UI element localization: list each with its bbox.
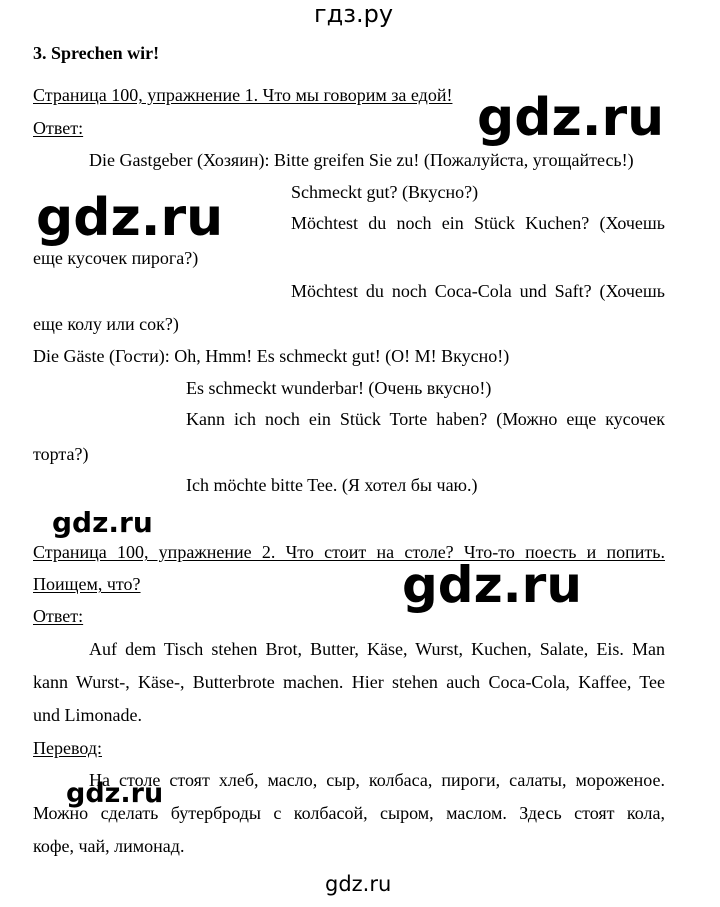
dialog-line: Möchtest du noch Coca-Cola und Saft? (Хочешь: [291, 281, 665, 301]
translation-label: Перевод:: [33, 738, 102, 758]
site-header-title: гдз.ру: [314, 0, 394, 28]
translation-text-line: Можно сделать бутерброды с колбасой, сыром, маслом. Здесь стоят кола,: [33, 803, 665, 823]
site-footer-text: gdz.ru: [325, 872, 392, 896]
answer-text-line: kann Wurst-, Käse-, Butterbrote machen. Hier stehen auch Coca-Cola, Kaffee, Tee: [33, 672, 665, 692]
watermark-text: gdz.ru: [402, 556, 582, 614]
dialog-line: еще колу или сок?): [33, 314, 179, 334]
dialog-line: Möchtest du noch ein Stück Kuchen? (Хочешь: [291, 213, 665, 233]
watermark-text: gdz.ru: [477, 88, 665, 148]
exercise2-heading: Страница 100, упражнение 2. Что стоит на столе? Что-то поесть и попить.: [33, 542, 665, 562]
watermark-text: gdz.ru: [66, 778, 164, 809]
dialog-line: Schmeckt gut? (Вкусно?): [291, 182, 479, 202]
watermark-text: gdz.ru: [52, 506, 153, 539]
dialog-line: Es schmeckt wunderbar! (Очень вкусно!): [186, 378, 492, 398]
exercise2-answer-label: Ответ:: [33, 606, 84, 626]
dialog-line: торта?): [33, 444, 89, 464]
answer-text-line: Auf dem Tisch stehen Brot, Butter, Käse, Wurst, Kuchen, Salate, Eis. Man: [89, 639, 665, 659]
dialog-line: Kann ich noch ein Stück Torte haben? (Можно еще кусочек: [186, 409, 665, 429]
exercise1-answer-label: Ответ:: [33, 118, 84, 138]
translation-text-line: На столе стоят хлеб, масло, сыр, колбаса, пироги, салаты, мороженое.: [89, 770, 665, 790]
dialog-line: Ich möchte bitte Tee. (Я хотел бы чаю.): [186, 475, 478, 495]
watermark-text: gdz.ru: [36, 188, 224, 248]
dialog-line: Die Gastgeber (Хозяин): Bitte greifen Sie zu! (Пожалуйста, угощайтесь!): [89, 150, 634, 170]
section-title: 3. Sprechen wir!: [33, 43, 160, 63]
answer-text-line: und Limonade.: [33, 705, 142, 725]
dialog-line: еще кусочек пирога?): [33, 248, 199, 268]
translation-text-line: кофе, чай, лимонад.: [33, 836, 185, 856]
exercise2-heading-continued: Поищем, что?: [33, 574, 141, 594]
exercise1-heading: Страница 100, упражнение 1. Что мы говорим за едой!: [33, 85, 453, 105]
dialog-line: Die Gäste (Гости): Oh, Hmm! Es schmeckt gut! (О! М! Вкусно!): [33, 346, 510, 366]
